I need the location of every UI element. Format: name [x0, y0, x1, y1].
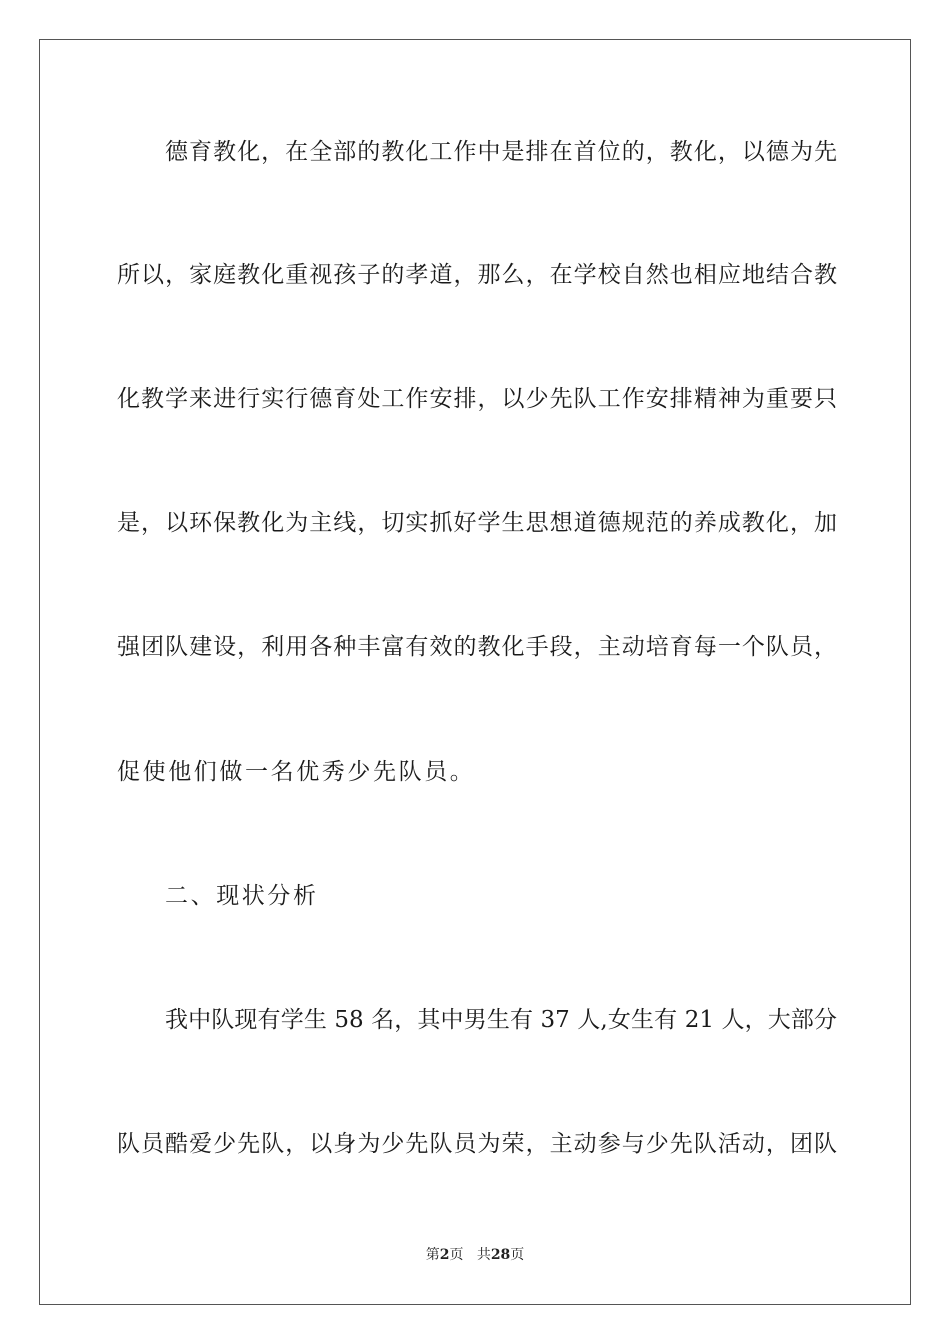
paragraph-line: 队员酷爱少先队，以身为少先队员为荣，主动参与少先队活动，团队: [117, 1131, 837, 1157]
paragraph-line: 是，以环保教化为主线，切实抓好学生思想道德规范的养成教化，加: [117, 510, 837, 536]
page-suffix: 页: [449, 1247, 464, 1263]
paragraph-line: 所以，家庭教化重视孩子的孝道，那么，在学校自然也相应地结合教: [117, 262, 837, 288]
page-border: [39, 39, 911, 1305]
page-footer: [0, 1246, 950, 1264]
paragraph-line: 强团队建设，利用各种丰富有效的教化手段，主动培育每一个队员，: [117, 634, 837, 660]
page-number: 2: [439, 1247, 450, 1263]
paragraph-line: 我中队现有学生 58 名，其中男生有 37 人,女生有 21 人，大部分: [165, 1007, 837, 1033]
paragraph-line: 德育教化，在全部的教化工作中是排在首位的，教化，以德为先: [165, 139, 837, 165]
total-prefix: 共: [476, 1247, 491, 1263]
total-suffix: 页: [510, 1247, 525, 1263]
section-heading: 二、现状分析: [165, 883, 319, 909]
paragraph-line: 化教学来进行实行德育处工作安排，以少先队工作安排精神为重要只: [117, 386, 837, 412]
total-pages: 28: [490, 1247, 511, 1263]
page-prefix: 第: [425, 1247, 440, 1263]
paragraph-line: 促使他们做一名优秀少先队员。: [117, 759, 476, 785]
